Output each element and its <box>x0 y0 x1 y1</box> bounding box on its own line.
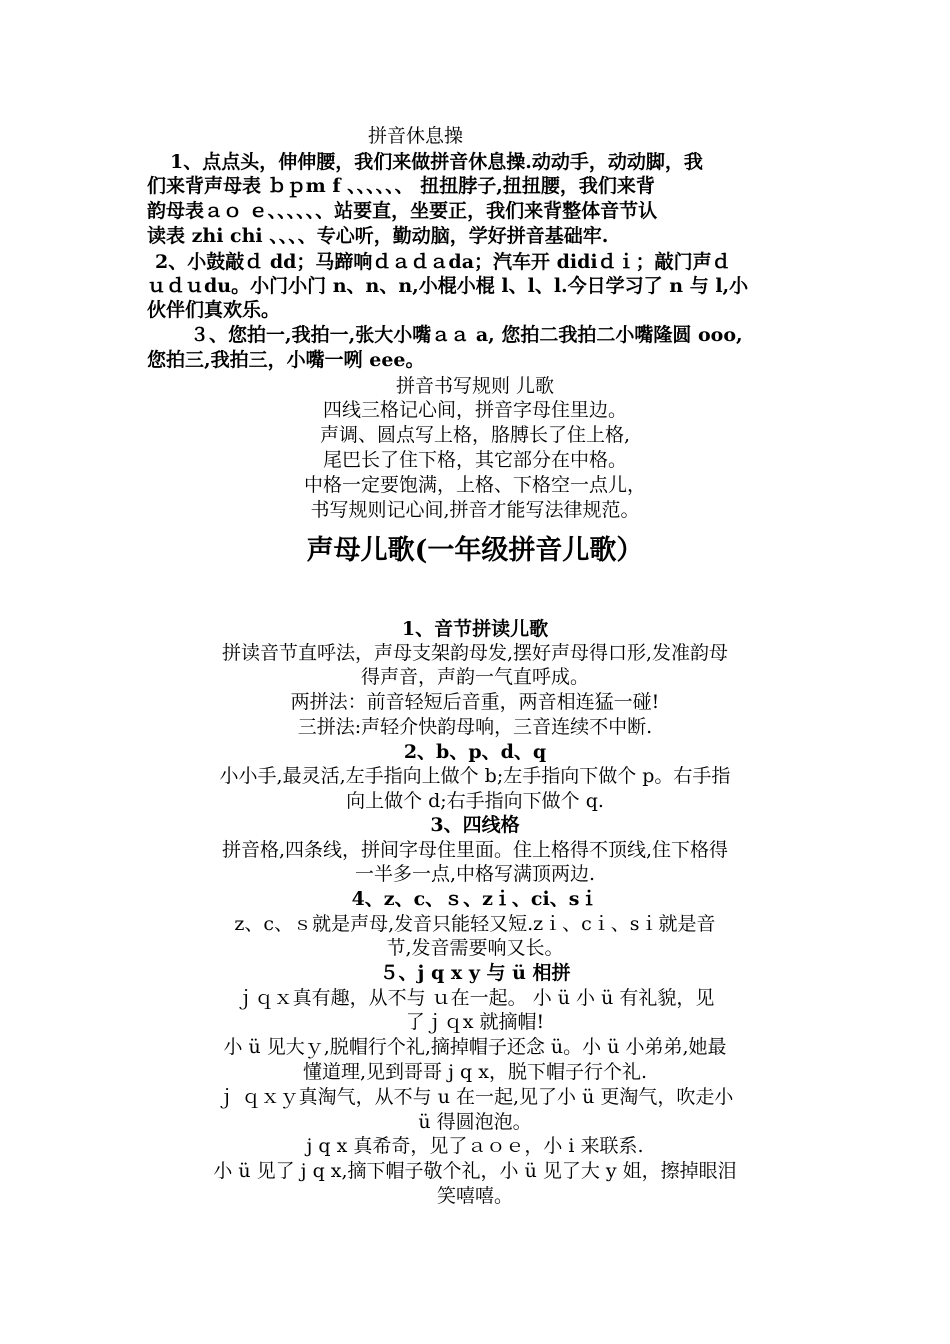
verse-line: 两拼法：前音轻短后音重，两音相连猛一碰! <box>290 691 660 713</box>
paragraph-line: 1、点点头，伸伸腰，我们来做拼音休息操.动动手，动动脚，我 <box>170 151 703 173</box>
verse-line: 笑嘻嘻。 <box>436 1185 513 1207</box>
verse-line: 得声音，声韵一气直呼成。 <box>360 666 589 688</box>
subsection-heading: 1、音节拼读儿歌 <box>401 618 549 640</box>
main-title: 声母儿歌(一年级拼音儿歌） <box>306 535 644 566</box>
verse-line: j q x 真希奇，见了ａｏｅ，小 i 来联系. <box>306 1135 644 1157</box>
paragraph-line: ３、您拍一,我拍一,张大小嘴ａａ a, 您拍二我拍二小嘴隆圆 ooo, <box>190 324 743 346</box>
paragraph-line: 读表 zhi chi 、、、、专心听，勤动脑，学好拼音基础牢. <box>147 225 609 247</box>
verse-line: 尾巴长了住下格，其它部分在中格。 <box>322 449 627 471</box>
paragraph-line: ｕｄｕdu。小门小门 n、n、n,小棍小棍 l、l、l.今日学习了 n 与 l,小 <box>147 275 749 297</box>
verse-line: 了ｊｑx 就摘帽! <box>405 1011 545 1033</box>
verse-line: 书写规则记心间,拼音才能写法律规范。 <box>310 499 640 521</box>
section-title-rest-exercise: 拼音休息操 <box>368 125 464 147</box>
verse-line: 一半多一点,中格写满顶两边. <box>354 863 596 885</box>
paragraph-line: 您拍三,我拍三，小嘴一咧 eee。 <box>147 349 425 371</box>
verse-line: 小 ü 见大ｙ,脱帽行个礼,摘掉帽子还念 ü。小 ü 小弟弟,她最 <box>223 1036 727 1058</box>
paragraph-line: 们来背声母表 ｂｐm f 、、、、、、 扭扭脖子,扭扭腰，我们来背 <box>147 175 655 197</box>
verse-line: 向上做个 d;右手指向下做个 q. <box>346 790 604 812</box>
verse-line: ü 得圆泡泡。 <box>418 1111 532 1133</box>
verse-line: 四线三格记心间，拼音字母住里边。 <box>322 399 627 421</box>
subsection-heading: 4、z、c、ｓ、zｉ、ci、sｉ <box>351 888 599 910</box>
verse-line: 声调、圆点写上格，胳膊长了住上格, <box>319 424 631 446</box>
paragraph-line: 韵母表ａｏ ｅ、、、、、、站要直，坐要正，我们来背整体音节认 <box>147 200 658 222</box>
section-title-writing-rules: 拼音书写规则 儿歌 <box>395 375 555 397</box>
verse-line: ｊ ｑｘｙ真淘气，从不与 u 在一起,见了小 ü 更淘气，吹走小 <box>216 1086 734 1108</box>
verse-line: 中格一定要饱满，上格、下格空一点儿， <box>303 474 646 496</box>
subsection-heading: 2、b、p、d、q <box>403 741 547 763</box>
subsection-heading: 3、四线格 <box>430 814 520 836</box>
verse-line: ｊｑｘ真有趣，从不与 ｕ在一起。 小 ü 小 ü 有礼貌，见 <box>235 987 715 1009</box>
verse-line: 节,发音需要响又长。 <box>386 937 564 959</box>
verse-line: 拼读音节直呼法，声母支架韵母发,摆好声母得口形,发准韵母 <box>221 642 729 664</box>
paragraph-line: 伙伴们真欢乐。 <box>147 299 281 321</box>
verse-line: 三拼法:声轻介快韵母响，三音连续不中断. <box>297 716 653 738</box>
verse-line: 拼音格,四条线，拼间字母住里面。住上格得不顶线,住下格得 <box>221 839 729 861</box>
verse-line: 懂道理,见到哥哥 j q x，脱下帽子行个礼. <box>303 1061 647 1083</box>
verse-line: 小小手,最灵活,左手指向上做个 b;左手指向下做个 p。右手指 <box>219 765 731 787</box>
paragraph-line: 2、小鼓敲ｄ dd；马蹄响ｄａｄａda；汽车开 didiｄｉ；敲门声ｄ <box>155 251 731 273</box>
verse-line: z、c、ｓ就是声母,发音只能轻又短.zｉ、cｉ、sｉ就是音 <box>234 913 716 935</box>
verse-line: 小 ü 见了 j q x,摘下帽子敬个礼，小 ü 见了大 y 姐，擦掉眼泪 <box>213 1160 737 1182</box>
subsection-heading: ５、j q x y 与 ü 相拼 <box>379 962 571 984</box>
